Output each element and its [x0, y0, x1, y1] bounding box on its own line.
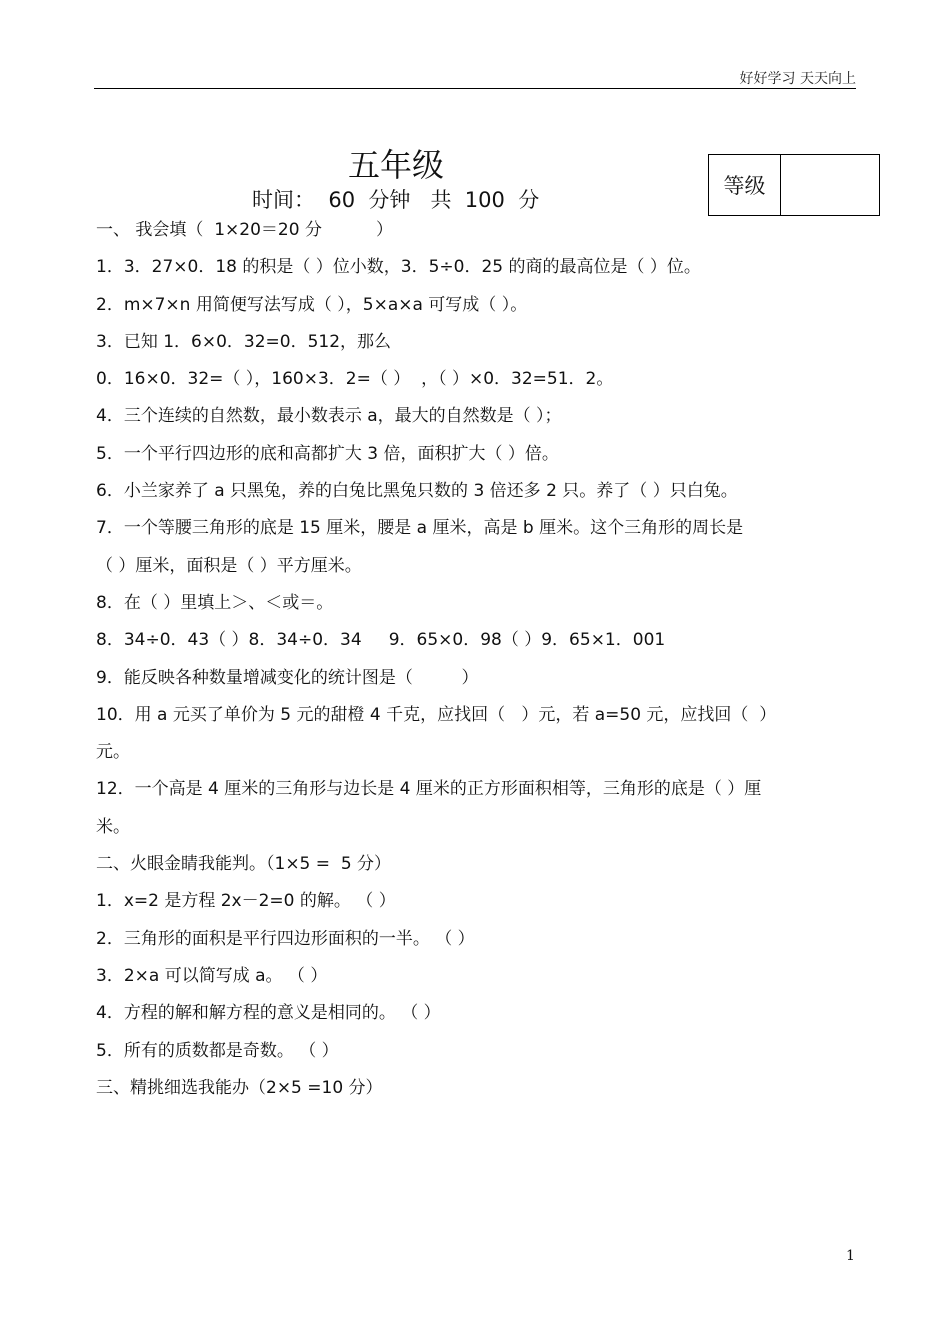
question-line: 8．在（ ）里填上＞、＜或＝。: [96, 592, 334, 613]
question-line: 1．3．27×0．18 的积是（ ）位小数，3．5÷0．25 的商的最高位是（ ）位。: [96, 257, 701, 278]
question-line: 4．三个连续的自然数，最小数表示 a，最大的自然数是（ ）；: [96, 406, 562, 427]
section-1-heading: 一、 我会填（ 1×20＝20 分 ）: [96, 220, 393, 240]
question-line: 0．16×0．32=（ ），160×3．2=（ ） ，（ ）×0．32=51．2。: [96, 369, 614, 390]
grade-value-field[interactable]: [781, 155, 879, 215]
question-line: 米。: [96, 816, 130, 837]
question-line: 5．所有的质数都是奇数。 （ ）: [96, 1040, 339, 1061]
question-line: （ ）厘米，面积是（ ）平方厘米。: [96, 555, 362, 576]
question-line: 1．x=2 是方程 2x－2=0 的解。 （ ）: [96, 891, 396, 912]
question-line: 元。: [96, 742, 130, 763]
question-line: 9．能反映各种数量增减变化的统计图是（ ）: [96, 667, 479, 688]
question-line: 2．m×7×n 用简便写法写成（ ），5×a×a 可写成（ ）。: [96, 294, 528, 315]
question-line: 12．一个高是 4 厘米的三角形与边长是 4 厘米的正方形面积相等，三角形的底是（ ）厘: [96, 779, 762, 800]
question-line: 10．用 a 元买了单价为 5 元的甜橙 4 千克，应找回（ ）元，若 a=50 元，应找回（ ）: [96, 704, 777, 725]
question-line: 2．三角形的面积是平行四边形面积的一半。 （ ）: [96, 928, 475, 949]
question-line: 8．34÷0．43（ ）8．34÷0．34 9．65×0．98（ ）9．65×1．001: [96, 630, 666, 651]
exam-time-info: 时间： 60 分钟 共 100 分: [252, 188, 540, 212]
page-number: 1: [846, 1248, 855, 1264]
question-list: [96, 212, 856, 1107]
question-line: 6．小兰家养了 a 只黑兔，养的白兔比黑兔只数的 3 倍还多 2 只。养了（ ）只白兔。: [96, 481, 738, 502]
question-line: 4．方程的解和解方程的意义是相同的。 （ ）: [96, 1003, 441, 1024]
grade-label: 等级: [709, 155, 781, 215]
header-divider: [94, 88, 856, 89]
grade-box: [708, 154, 880, 216]
page-title: 五年级: [347, 146, 444, 184]
question-line: 3．已知 1．6×0．32=0．512，那么: [96, 331, 392, 352]
question-line: 5．一个平行四边形的底和高都扩大 3 倍，面积扩大（ ）倍。: [96, 443, 559, 464]
section-3-heading: 三、精挑细选我能办（2×5 =10 分）: [96, 1077, 383, 1098]
header-motto: 好好学习 天天向上: [739, 71, 856, 87]
question-line: 3．2×a 可以简写成 a。 （ ）: [96, 965, 328, 986]
question-line: 7．一个等腰三角形的底是 15 厘米，腰是 a 厘米，高是 b 厘米。这个三角形的周长是: [96, 518, 744, 539]
section-2-heading: 二、火眼金睛我能判。（1×5 = 5 分）: [96, 854, 392, 875]
